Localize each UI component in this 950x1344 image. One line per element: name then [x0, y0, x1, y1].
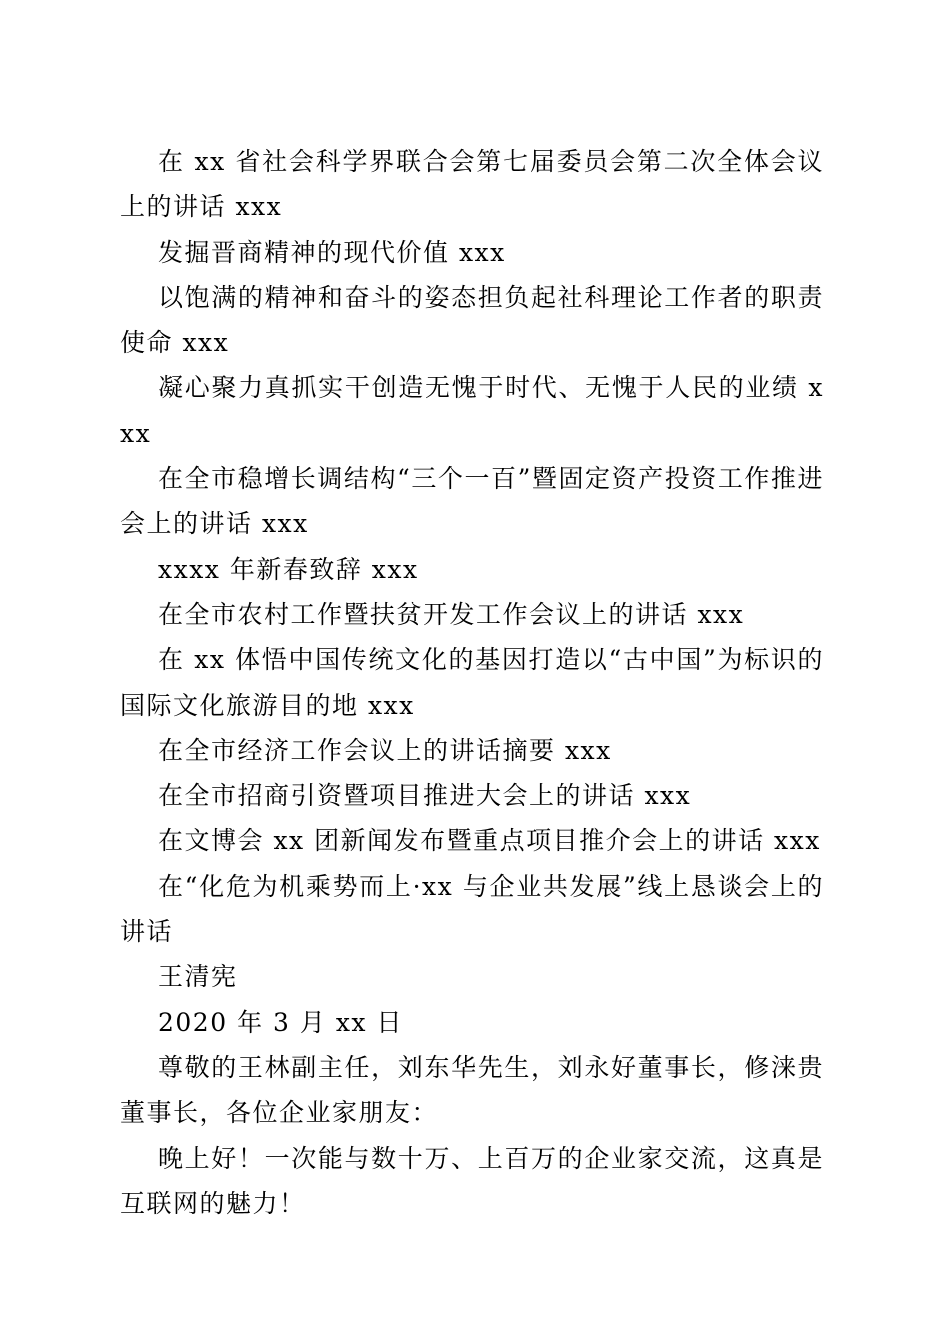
- toc-entry-achievements: 凝心聚力真抓实干创造无愧于时代、无愧于人民的业绩 xxx: [120, 373, 824, 448]
- toc-entry-investment-conference: 在全市招商引资暨项目推进大会上的讲话 xxx: [158, 781, 692, 811]
- toc-entry-new-year-address: xxxx 年新春致辞 xxx: [158, 554, 419, 584]
- speech-opening: 晚上好！一次能与数十万、上百万的企业家交流，这真是互联网的魅力！: [120, 1143, 824, 1218]
- toc-entry-rural-work-speech: 在全市农村工作暨扶贫开发工作会议上的讲话 xxx: [158, 599, 745, 629]
- toc-entry-culture-expo-press: 在文博会 xx 团新闻发布暨重点项目推介会上的讲话 xxx: [158, 826, 821, 856]
- toc-entry-provincial-social-science-speech: 在 xx 省社会科学界联合会第七届委员会第二次全体会议上的讲话 xxx: [120, 147, 824, 222]
- speech-title: 在“化危为机乘势而上·xx 与企业共发展”线上恳谈会上的讲话: [120, 871, 824, 947]
- toc-entry-investment-promotion: 在全市稳增长调结构“三个一百”暨固定资产投资工作推进会上的讲话 xxx: [120, 464, 824, 539]
- speaker-name: 王清宪: [158, 962, 238, 992]
- toc-entry-jin-merchant-spirit: 发掘晋商精神的现代价值 xxx: [158, 237, 506, 267]
- toc-entry-cultural-tourism: 在 xx 体悟中国传统文化的基因打造以“古中国”为标识的国际文化旅游目的地 xxx: [120, 645, 824, 720]
- speech-salutation: 尊敬的王林副主任，刘东华先生，刘永好董事长，修涞贵董事长，各位企业家朋友：: [120, 1052, 824, 1128]
- document-body: [120, 139, 824, 1226]
- toc-entry-social-science-mission: 以饱满的精神和奋斗的姿态担负起社科理论工作者的职责使命 xxx: [120, 282, 824, 358]
- toc-entry-economic-work-summary: 在全市经济工作会议上的讲话摘要 xxx: [158, 735, 612, 765]
- speech-date: 2020 年 3 月 xx 日: [158, 1007, 403, 1037]
